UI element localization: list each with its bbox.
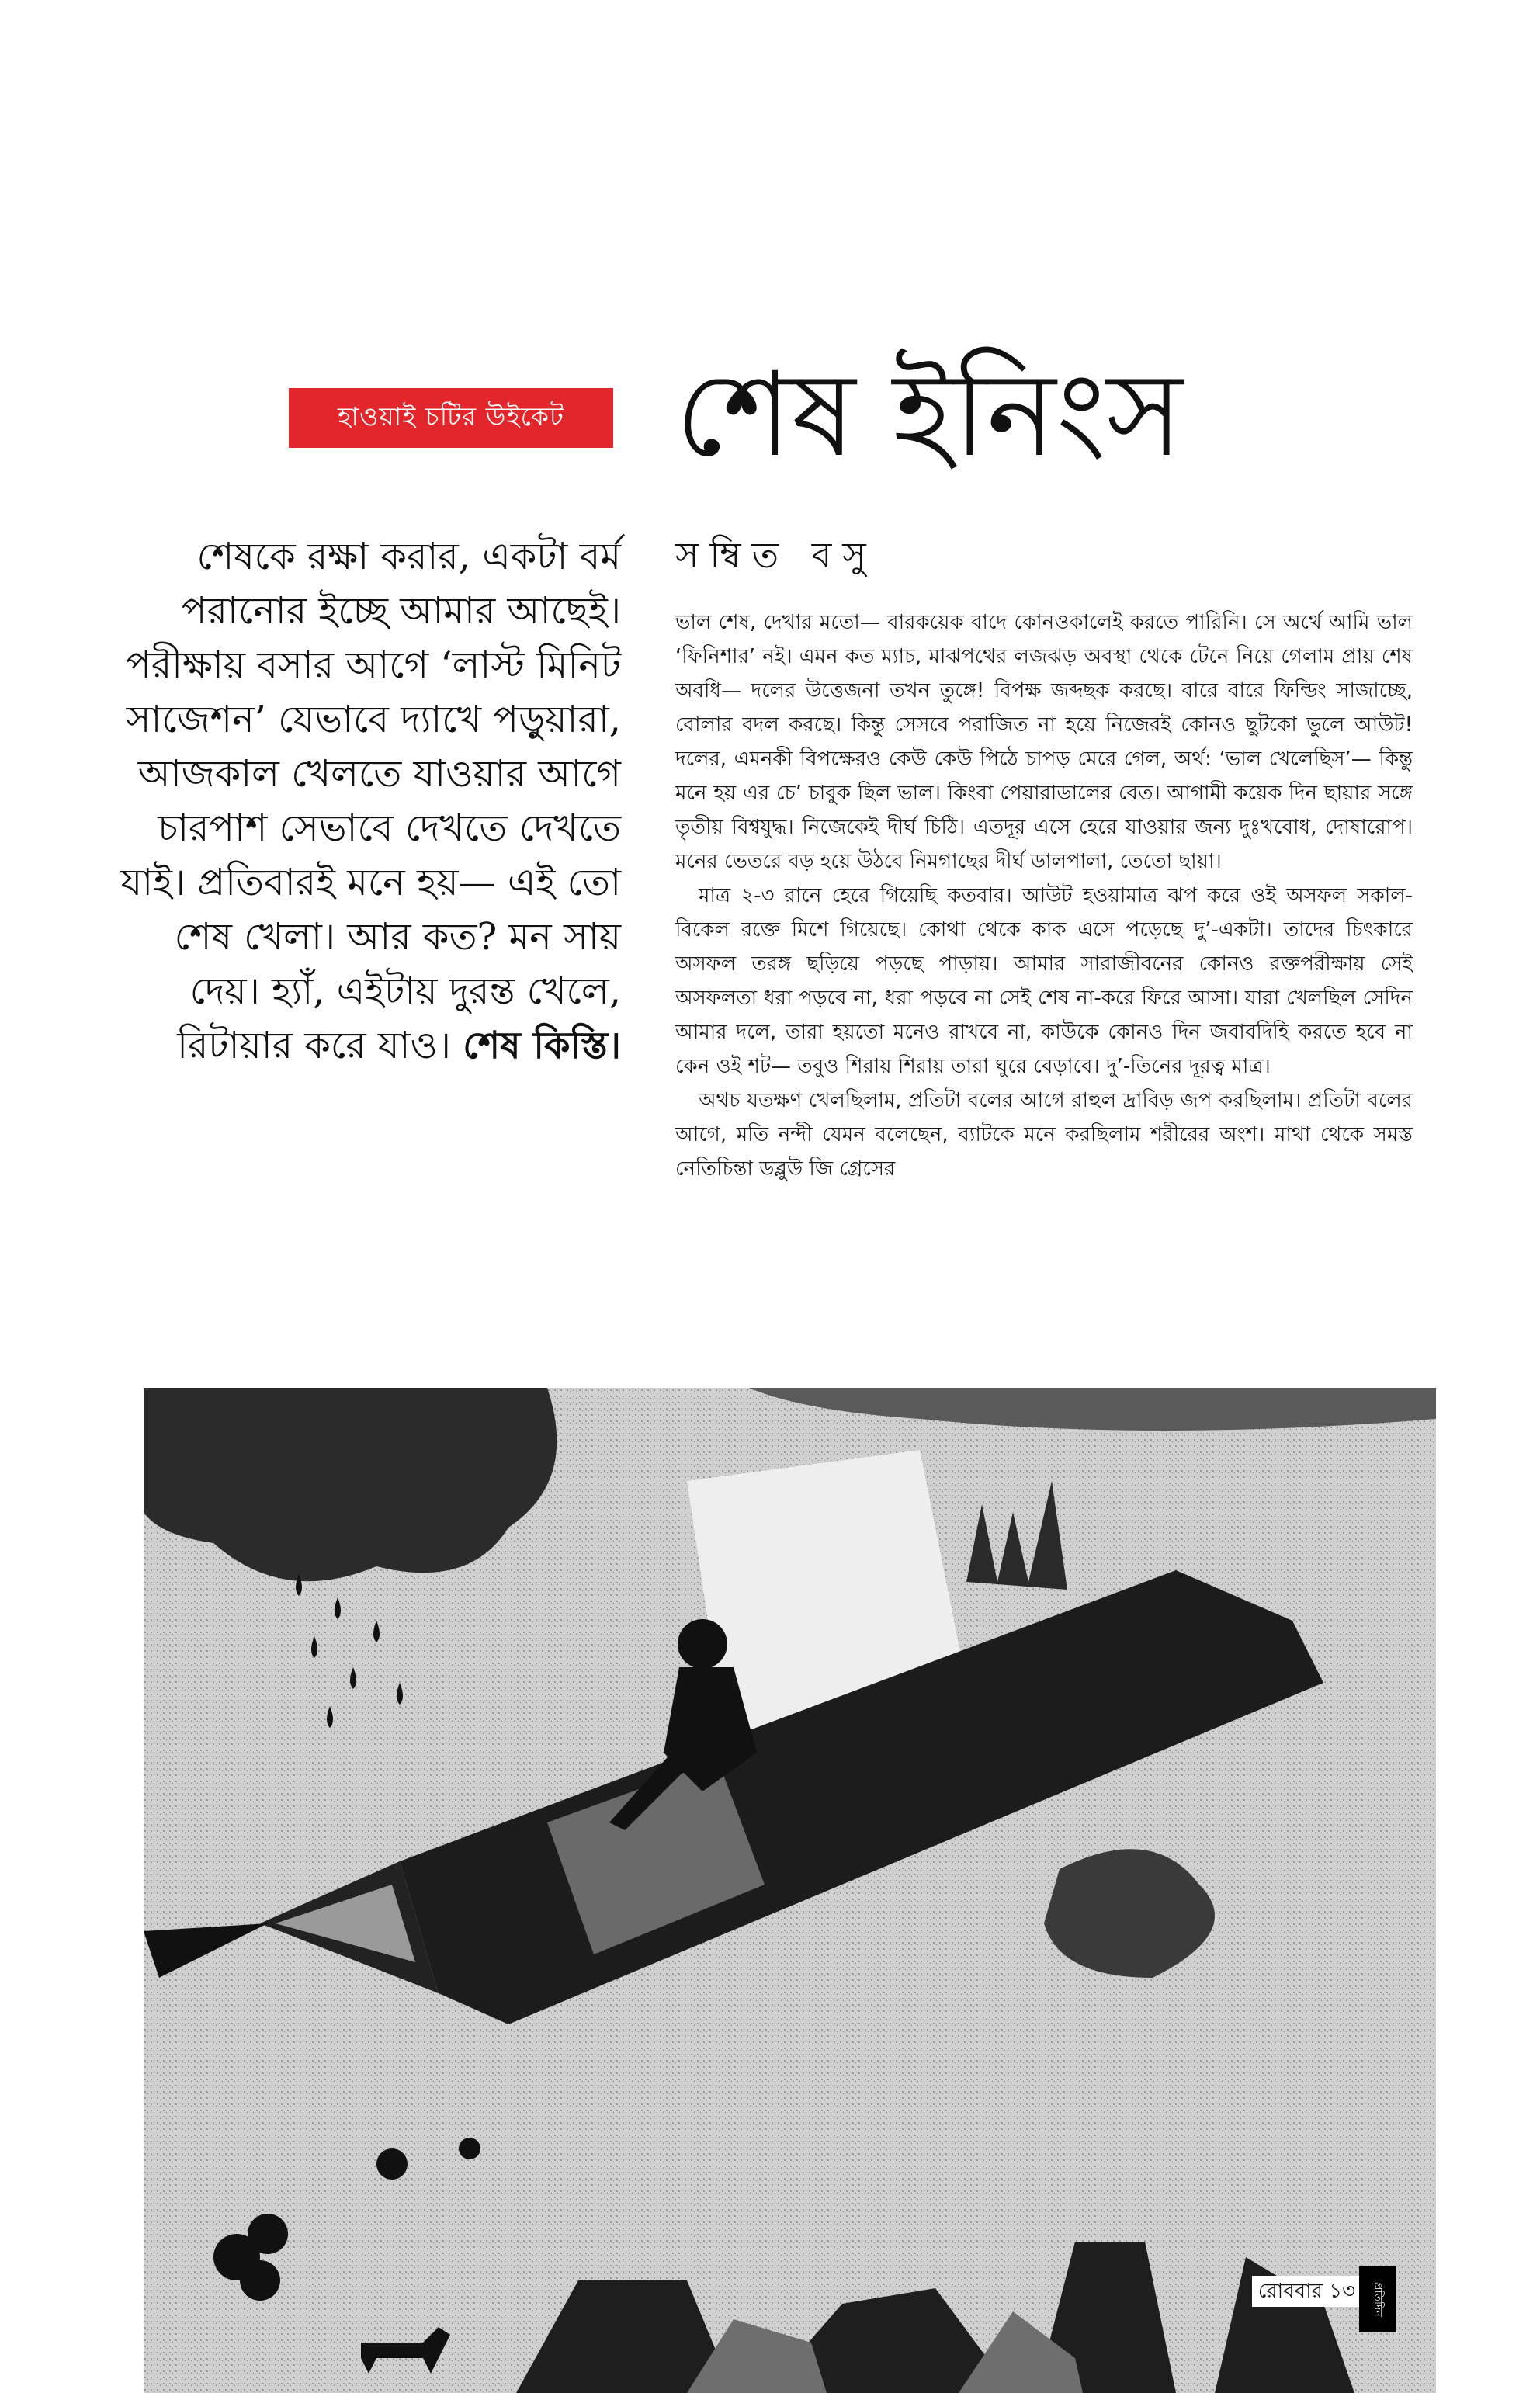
- pull-quote: [109, 529, 621, 1275]
- illustration-art: [144, 1388, 1436, 2393]
- article-title: শেষ ইনিংস: [675, 348, 1184, 483]
- article-body: [675, 605, 1413, 1351]
- pull-quote-text: শেষকে রক্ষা করার, একটা বর্ম পরানোর ইচ্ছে আমার আছেই। পরীক্ষায় বসার আগে ‘লাস্ট মিনিট সাজেশন’ যেভাবে দ্যাখে পড়ুয়ারা, আজকাল খেলতে যাওয়ার আগে চারপাশ সেভাবে দেখতে দেখতে যাই। প্রতিবারই মনে হয়— এই তো শেষ খেলা। আর কত? মন সায় দেয়। হ্যাঁ, এইটায় দুরন্ত খেলে, রিটায়ার করে যাও।: [120, 535, 621, 1067]
- illustration: [144, 1388, 1436, 2393]
- publication-logo: প্রতিদিন: [1359, 2266, 1396, 2332]
- page-folio: রোববার ১৩: [1252, 2276, 1361, 2307]
- article-paragraph: ভাল শেষ, দেখার মতো— বারকয়েক বাদে কোনওকালেই করতে পারিনি। সে অর্থে আমি ভাল ‘ফিনিশার’ নই। এমন কত ম্যাচ, মাঝপথের লজঝড় অবস্থা থেকে টেনে নিয়ে গেলাম প্রায় শেষ অবধি— দলের উত্তেজনা তখন তুঙ্গে! বিপক্ষ জব্দছক করছে। বারে বারে ফিল্ডিং সাজাচ্ছে, বোলার বদল করছে। কিন্তু সেসবে পরাজিত না হয়ে নিজেরই কোনও ছুটকো ভুলে আউট! দলের, এমনকী বিপক্ষেরও কেউ কেউ পিঠে চাপড় মেরে গেল, অর্থ: ‘ভাল খেলেছিস’— কিন্তু মনে হয় এর চে’ চাবুক ছিল ভাল। কিংবা পেয়ারাডালের বেত। আগামী কয়েক দিন ছায়ার সঙ্গে তৃতীয় বিশ্বযুদ্ধ। নিজেকেই দীর্ঘ চিঠি। এতদূর এসে হেরে যাওয়ার জন্য দুঃখবোধ, দোষারোপ। মনের ভেতরে বড় হয়ে উঠবে নিমগাছের দীর্ঘ ডালপালা, তেতো ছায়া।: [675, 611, 1413, 873]
- article-paragraph: মাত্র ২-৩ রানে হেরে গিয়েছি কতবার। আউট হওয়ামাত্র ঝপ করে ওই অসফল সকাল-বিকেল রক্তে মিশে গিয়েছে। কোথা থেকে কাক এসে পড়েছে দু’-একটা। তাদের চিৎকারে অসফল তরঙ্গ ছড়িয়ে পড়ছে পাড়ায়। আমার সারাজীবনের কোনও রক্তপরীক্ষায় সেই অসফলতা ধরা পড়বে না, ধরা পড়বে না সেই শেষ না-করে ফিরে আসা। যারা খেলছিল সেদিন আমার দলে, তারা হয়তো মনেও রাখবে না, কাউকে কোনও দিন জবাবদিহি করতে হবে না কেন ওই শট— তবুও শিরায় শিরায় তারা ঘুরে বেড়াবে। দু’-তিনের দূরত্ব মাত্র।: [675, 884, 1413, 1078]
- series-tag: হাওয়াই চটির উইকেট: [289, 388, 613, 448]
- pull-quote-emphasis: শেষ কিস্তি।: [463, 1024, 621, 1067]
- article-paragraph: অথচ যতক্ষণ খেলছিলাম, প্রতিটা বলের আগে রাহুল দ্রাবিড় জপ করছিলাম। প্রতিটা বলের আগে, মতি নন্দী যেমন বলেছেন, ব্যাটকে মনে করছিলাম শরীরের অংশ। মাথা থেকে সমস্ত নেতিচিন্তা ডব্লুউ জি গ্রেসের: [675, 1089, 1413, 1181]
- author-byline: সম্বিত বসু: [675, 534, 877, 576]
